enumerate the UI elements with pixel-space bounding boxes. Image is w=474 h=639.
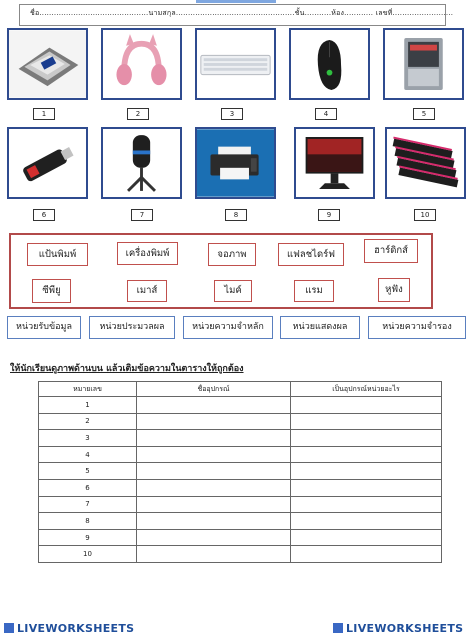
- microphone-icon: [103, 129, 180, 197]
- footer-logo-left: [4, 622, 134, 635]
- table-row: [39, 397, 442, 414]
- table-row: [39, 446, 442, 463]
- row-number: 9: [39, 529, 137, 546]
- footer-logo-right: [333, 622, 463, 635]
- keyboard-icon: [197, 30, 274, 98]
- picture-number: 8: [225, 209, 247, 221]
- table-row: [39, 496, 442, 513]
- monitor-icon: [296, 129, 373, 197]
- headphones-icon: [103, 30, 180, 98]
- picture-number: 7: [131, 209, 153, 221]
- row-number: 4: [39, 446, 137, 463]
- category-processing-unit[interactable]: หน่วยประมวลผล: [89, 316, 175, 339]
- instruction-text: ให้นักเรียนดูภาพด้านบน แล้วเติมข้อความในตารางให้ถูกต้อง: [10, 364, 244, 374]
- flash-drive-icon: [9, 129, 86, 197]
- table-row: [39, 430, 442, 447]
- picture-number: 2: [127, 108, 149, 120]
- device-name-cell[interactable]: [137, 513, 291, 530]
- device-name-cell[interactable]: [137, 430, 291, 447]
- word-card[interactable]: จอภาพ: [208, 243, 256, 266]
- headphones-picture: [101, 28, 182, 100]
- category-input-unit[interactable]: หน่วยรับข้อมูล: [7, 316, 81, 339]
- table-row: [39, 463, 442, 480]
- picture-number: 4: [315, 108, 337, 120]
- picture-number: 5: [413, 108, 435, 120]
- unit-type-cell[interactable]: [291, 496, 442, 513]
- row-number: 10: [39, 546, 137, 563]
- unit-type-cell[interactable]: [291, 513, 442, 530]
- unit-type-cell[interactable]: [291, 397, 442, 414]
- row-number: 8: [39, 513, 137, 530]
- category-output-unit[interactable]: หน่วยแสดงผล: [280, 316, 360, 339]
- hard-disk-picture: [383, 28, 464, 100]
- microphone-picture: [101, 127, 182, 199]
- word-card[interactable]: ไมค์: [214, 280, 252, 302]
- category-main-memory[interactable]: หน่วยความจำหลัก: [183, 316, 273, 339]
- picture-number: 10: [414, 209, 436, 221]
- table-row: [39, 529, 442, 546]
- row-number: 6: [39, 479, 137, 496]
- unit-type-cell[interactable]: [291, 413, 442, 430]
- mouse-picture: [289, 28, 370, 100]
- word-card[interactable]: แรม: [294, 280, 334, 302]
- hard-disk-icon: [385, 30, 462, 98]
- row-number: 7: [39, 496, 137, 513]
- logo-mark-icon: [333, 623, 343, 633]
- picture-number: 9: [318, 209, 340, 221]
- unit-type-cell[interactable]: [291, 479, 442, 496]
- ram-picture: [385, 127, 466, 199]
- picture-number: 1: [33, 108, 55, 120]
- column-header-number: หมายเลข: [39, 382, 137, 397]
- picture-number: 3: [221, 108, 243, 120]
- mouse-icon: [291, 30, 368, 98]
- device-name-cell[interactable]: [137, 463, 291, 480]
- table-row: [39, 479, 442, 496]
- table-row: [39, 546, 442, 563]
- printer-picture: [195, 127, 276, 199]
- device-name-cell[interactable]: [137, 397, 291, 414]
- word-card[interactable]: เมาส์: [127, 280, 167, 302]
- device-name-cell[interactable]: [137, 446, 291, 463]
- picture-number: 6: [33, 209, 55, 221]
- logo-mark-icon: [4, 623, 14, 633]
- brand-name: LIVEWORKSHEETS: [17, 622, 135, 635]
- unit-type-cell[interactable]: [291, 446, 442, 463]
- table-row: [39, 413, 442, 430]
- category-secondary-memory[interactable]: หน่วยความจำรอง: [368, 316, 466, 339]
- table-row: [39, 513, 442, 530]
- device-name-cell[interactable]: [137, 479, 291, 496]
- top-accent-bar: [196, 0, 276, 3]
- monitor-picture: [294, 127, 375, 199]
- row-number: 3: [39, 430, 137, 447]
- ram-icon: [387, 129, 464, 197]
- word-card[interactable]: แฟลชไดร์ฟ: [278, 243, 344, 266]
- word-card[interactable]: แป้นพิมพ์: [27, 243, 88, 266]
- row-number: 2: [39, 413, 137, 430]
- device-name-cell[interactable]: [137, 546, 291, 563]
- unit-type-cell[interactable]: [291, 463, 442, 480]
- answer-table: [38, 381, 442, 563]
- word-card[interactable]: ฮาร์ดิกส์: [364, 239, 418, 263]
- unit-type-cell[interactable]: [291, 546, 442, 563]
- column-header-unit-type: เป็นอุปกรณ์หน่วยอะไร: [291, 382, 442, 397]
- row-number: 5: [39, 463, 137, 480]
- cpu-picture: [7, 28, 88, 100]
- cpu-icon: [9, 30, 86, 98]
- word-card[interactable]: หูฟัง: [378, 278, 410, 302]
- keyboard-picture: [195, 28, 276, 100]
- flash-drive-picture: [7, 127, 88, 199]
- unit-type-cell[interactable]: [291, 529, 442, 546]
- device-name-cell[interactable]: [137, 529, 291, 546]
- word-card[interactable]: เครื่องพิมพ์: [117, 242, 178, 265]
- column-header-device-name: ชื่ออุปกรณ์: [137, 382, 291, 397]
- printer-icon: [197, 129, 274, 197]
- unit-type-cell[interactable]: [291, 430, 442, 447]
- word-card[interactable]: ซีพียู: [32, 279, 71, 303]
- student-info-line: ชื่อ.............................................นามสกุล.................................................ชั้น...........ห้อง............ เลขที่.........................: [30, 9, 454, 17]
- device-name-cell[interactable]: [137, 496, 291, 513]
- brand-name: LIVEWORKSHEETS: [346, 622, 464, 635]
- row-number: 1: [39, 397, 137, 414]
- device-name-cell[interactable]: [137, 413, 291, 430]
